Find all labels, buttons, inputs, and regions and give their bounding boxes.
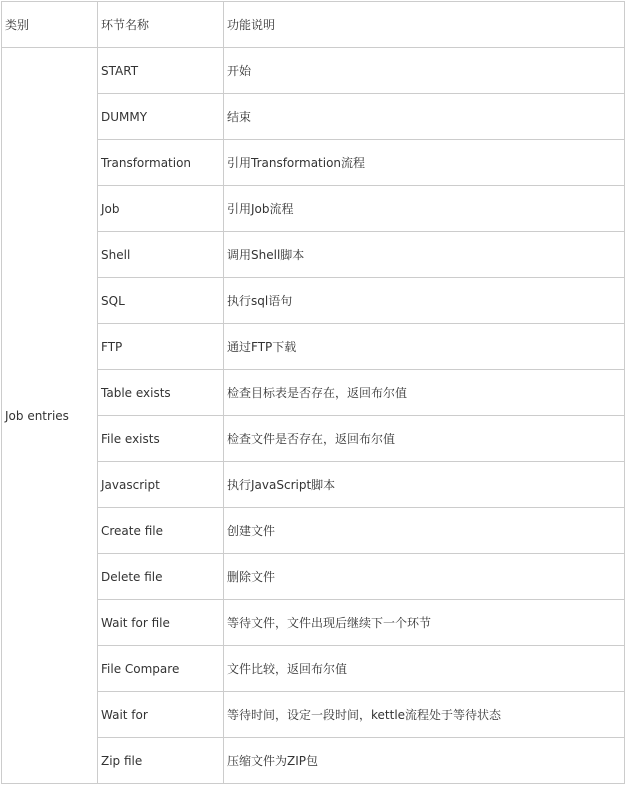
- category-cell: Job entries: [2, 48, 98, 784]
- job-entries-table: [1, 1, 625, 784]
- entry-description-cell: 文件比较，返回布尔值: [224, 646, 625, 692]
- entry-description-cell: 检查文件是否存在，返回布尔值: [224, 416, 625, 462]
- entry-description-cell: 执行JavaScript脚本: [224, 462, 625, 508]
- entry-description-cell: 删除文件: [224, 554, 625, 600]
- entry-name-cell: SQL: [98, 278, 224, 324]
- entry-description-cell: 执行sql语句: [224, 278, 625, 324]
- entry-name-cell: Shell: [98, 232, 224, 278]
- entry-name-cell: Table exists: [98, 370, 224, 416]
- entry-description-cell: 等待文件，文件出现后继续下一个环节: [224, 600, 625, 646]
- header-description: 功能说明: [224, 2, 625, 48]
- entry-name-cell: Transformation: [98, 140, 224, 186]
- entry-name-cell: Javascript: [98, 462, 224, 508]
- entry-name-cell: START: [98, 48, 224, 94]
- table-header-row: [2, 2, 625, 48]
- entry-description-cell: 引用Job流程: [224, 186, 625, 232]
- table-row: [2, 48, 625, 94]
- entry-description-cell: 调用Shell脚本: [224, 232, 625, 278]
- table-body: [2, 2, 625, 784]
- header-category: 类别: [2, 2, 98, 48]
- entry-name-cell: Wait for: [98, 692, 224, 738]
- entry-description-cell: 结束: [224, 94, 625, 140]
- entry-description-cell: 引用Transformation流程: [224, 140, 625, 186]
- entry-description-cell: 等待时间，设定一段时间，kettle流程处于等待状态: [224, 692, 625, 738]
- entry-name-cell: File Compare: [98, 646, 224, 692]
- entry-name-cell: DUMMY: [98, 94, 224, 140]
- entry-name-cell: Delete file: [98, 554, 224, 600]
- entry-name-cell: Job: [98, 186, 224, 232]
- entry-name-cell: Wait for file: [98, 600, 224, 646]
- header-entry-name: 环节名称: [98, 2, 224, 48]
- entry-name-cell: File exists: [98, 416, 224, 462]
- entry-description-cell: 通过FTP下载: [224, 324, 625, 370]
- entry-description-cell: 检查目标表是否存在，返回布尔值: [224, 370, 625, 416]
- entry-description-cell: 创建文件: [224, 508, 625, 554]
- entry-name-cell: Create file: [98, 508, 224, 554]
- entry-description-cell: 开始: [224, 48, 625, 94]
- entry-name-cell: Zip file: [98, 738, 224, 784]
- entry-name-cell: FTP: [98, 324, 224, 370]
- entry-description-cell: 压缩文件为ZIP包: [224, 738, 625, 784]
